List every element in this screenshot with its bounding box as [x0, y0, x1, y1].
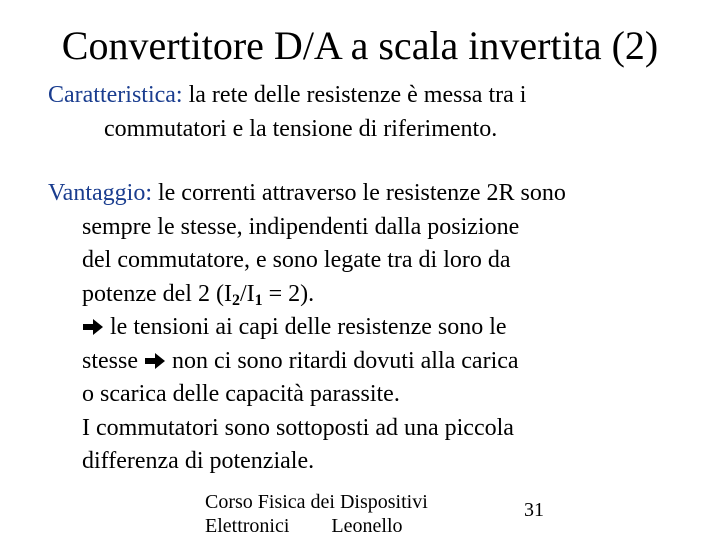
advantage-line-6-end: non ci sono ritardi dovuti alla carica	[166, 347, 519, 374]
footer-course-line-2	[205, 514, 428, 538]
footer-course	[205, 490, 428, 538]
characteristic-paragraph	[48, 78, 526, 146]
advantage-line-6	[48, 345, 566, 379]
advantage-line-4	[48, 278, 566, 312]
slide-title: Convertitore D/A a scala invertita (2)	[61, 23, 659, 68]
advantage-line-1: le correnti attraverso le resistenze 2R sono	[151, 180, 566, 206]
characteristic-line-2: commutatori e la tensione di riferimento.	[104, 116, 498, 142]
characteristic-label: Caratteristica:	[48, 82, 183, 108]
footer-course-line-1: Corso Fisica dei Dispositivi	[205, 491, 428, 513]
advantage-line-4-start: potenze del 2 (I	[82, 280, 232, 307]
footer-course-word: Elettronici	[205, 515, 290, 537]
advantage-line-8: I commutatori sono sottoposti ad una piccola	[82, 414, 514, 441]
right-arrow-icon	[82, 318, 104, 336]
current-subscript-2: 2	[231, 291, 240, 309]
advantage-line-3: del commutatore, e sono legate tra di loro da	[82, 247, 511, 273]
advantage-line-4-middle: /I	[239, 280, 255, 307]
advantage-line-7: o scarica delle capacità parassite.	[82, 381, 400, 407]
advantage-line-5	[48, 311, 566, 345]
advantage-paragraph	[48, 177, 566, 479]
advantage-line-2: sempre le stesse, indipendenti dalla posizione	[82, 213, 520, 240]
right-arrow-icon	[144, 352, 166, 370]
current-subscript-1: 1	[254, 291, 263, 309]
advantage-line-4-end: = 2).	[262, 280, 315, 307]
advantage-line-9: differenza di potenziale.	[82, 448, 315, 474]
footer-author: Leonello	[331, 515, 403, 537]
advantage-line-6-start: stesse	[82, 347, 144, 374]
page-number: 31	[524, 499, 544, 521]
characteristic-line-1: la rete delle resistenze è messa tra i	[182, 82, 527, 108]
advantage-line-5-text: le tensioni ai capi delle resistenze sono le	[104, 314, 507, 340]
advantage-label: Vantaggio:	[48, 180, 152, 206]
